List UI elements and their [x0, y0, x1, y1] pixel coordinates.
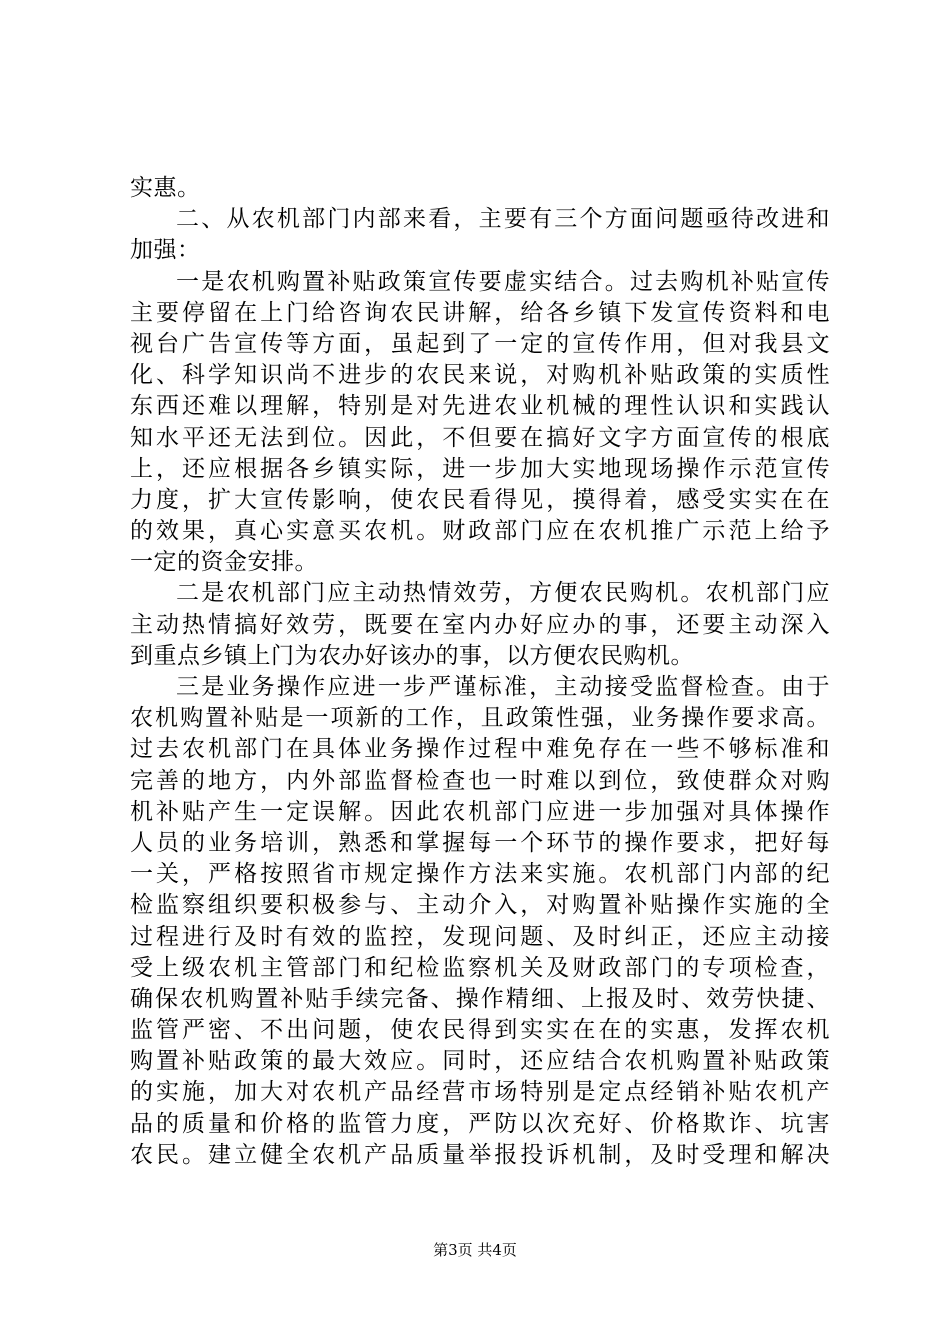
text-line: 监管严密、不出问题，使农民得到实实在在的实惠，发挥农机 [130, 1017, 830, 1044]
text-line: 视台广告宣传等方面，虽起到了一定的宣传作用，但对我县文 [130, 330, 830, 357]
text-line: 一关，严格按照省市规定操作方法来实施。农机部门内部的纪 [130, 861, 830, 888]
page-footer [0, 1240, 950, 1260]
text-line: 一是农机购置补贴政策宣传要虚实结合。过去购机补贴宣传 [176, 268, 830, 295]
text-line: 到重点乡镇上门为农办好该办的事，以方便农民购机。 [130, 642, 694, 669]
text-line: 过去农机部门在具体业务操作过程中难免存在一些不够标准和 [130, 736, 830, 763]
text-line: 主要停留在上门给咨询农民讲解，给各乡镇下发宣传资料和电 [130, 299, 830, 326]
text-line: 上，还应根据各乡镇实际，进一步加大实地现场操作示范宣传 [130, 455, 830, 482]
text-line: 化、科学知识尚不进步的农民来说，对购机补贴政策的实质性 [130, 362, 830, 389]
text-line: 农民。建立健全农机产品质量举报投诉机制，及时受理和解决 [130, 1141, 830, 1168]
text-line: 的效果，真心实意买农机。财政部门应在农机推广示范上给予 [130, 518, 830, 545]
text-line: 农机购置补贴是一项新的工作，且政策性强，业务操作要求高。 [130, 705, 830, 732]
text-line: 三是业务操作应进一步严谨标准，主动接受监督检查。由于 [176, 674, 830, 700]
text-line: 实惠。 [130, 175, 201, 201]
text-line: 主动热情搞好效劳，既要在室内办好应办的事，还要主动深入 [130, 611, 830, 638]
page-number-label: 第3页 共4页 [433, 1241, 517, 1259]
text-line: 的实施，加大对农机产品经营市场特别是定点经销补贴农机产 [130, 1079, 830, 1106]
text-line: 过程进行及时有效的监控，发现问题、及时纠正，还应主动接 [130, 923, 830, 950]
text-line: 二是农机部门应主动热情效劳，方便农民购机。农机部门应 [176, 580, 830, 607]
text-line: 力度，扩大宣传影响，使农民看得见，摸得着，感受实实在在 [130, 486, 830, 513]
text-line: 检监察组织要积极参与、主动介入，对购置补贴操作实施的全 [130, 892, 830, 919]
text-line: 东西还难以理解，特别是对先进农业机械的理性认识和实践认 [130, 393, 830, 420]
text-line: 购置补贴政策的最大效应。同时，还应结合农机购置补贴政策 [130, 1048, 830, 1075]
text-line: 二、从农机部门内部来看，主要有三个方面问题亟待改进和 [176, 206, 830, 233]
text-line: 加强： [130, 237, 201, 264]
text-line: 人员的业务培训，熟悉和掌握每一个环节的操作要求，把好每 [130, 829, 830, 856]
document-body [130, 173, 830, 1171]
text-line: 确保农机购置补贴手续完备、操作精细、上报及时、效劳快捷、 [130, 985, 830, 1012]
text-line: 受上级农机主管部门和纪检监察机关及财政部门的专项检查， [130, 954, 830, 981]
text-line: 机补贴产生一定误解。因此农机部门应进一步加强对具体操作 [130, 798, 830, 825]
text-line: 完善的地方，内外部监督检查也一时难以到位，致使群众对购 [130, 767, 830, 794]
text-line: 一定的资金安排。 [130, 549, 318, 576]
text-line: 知水平还无法到位。因此，不但要在搞好文字方面宣传的根底 [130, 424, 830, 451]
text-line: 品的质量和价格的监管力度，严防以次充好、价格欺诈、坑害 [130, 1110, 830, 1137]
